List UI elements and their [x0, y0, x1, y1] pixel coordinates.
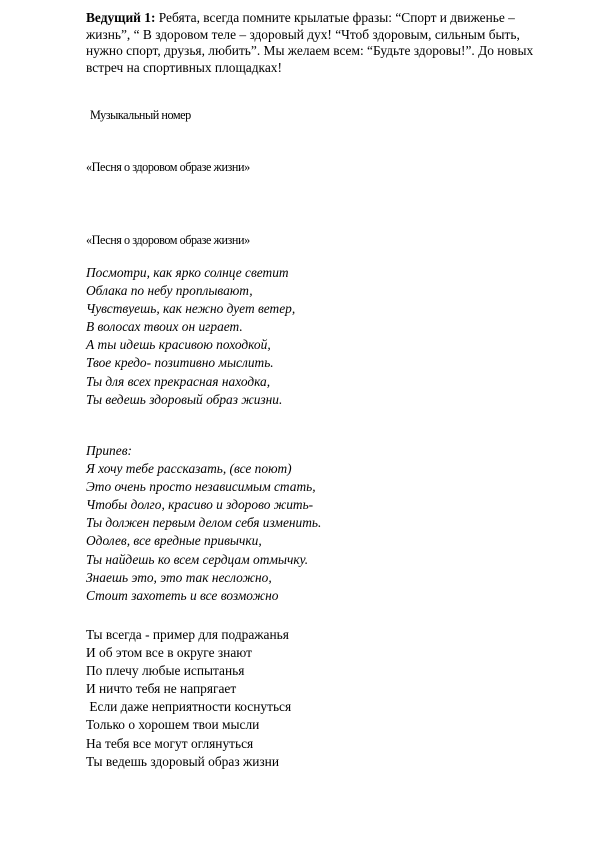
- verse-line: Ты всегда - пример для подражанья: [86, 627, 289, 642]
- chorus-line: Знаешь это, это так несложно,: [86, 569, 272, 585]
- verse-line: В волосах твоих он играет.: [86, 319, 243, 335]
- verse-line: Только о хорошем твои мысли: [86, 717, 260, 733]
- chorus-line: Я хочу тебе рассказать, (все поют): [86, 461, 292, 477]
- verse-line: А ты идешь красивою походкой,: [86, 337, 271, 353]
- verse-line: На тебя все могут оглянуться: [86, 735, 254, 751]
- verse-line: Посмотри, как ярко солнце светит: [86, 265, 289, 280]
- chorus-line: Ты должен первым делом себя изменить.: [86, 515, 322, 531]
- song-title-heading-repeat: «Песня о здоровом образе жизни»: [86, 233, 250, 247]
- verse-line: Облака по небу проплывают,: [86, 283, 253, 299]
- chorus-line: Одолев, все вредные привычки,: [86, 533, 262, 549]
- verse-line: По плечу любые испытанья: [86, 663, 245, 679]
- chorus-label: Припев:: [86, 443, 132, 458]
- chorus: [86, 442, 321, 605]
- chorus-line: Это очень просто независимым стать,: [86, 479, 316, 495]
- verse-line: Ты ведешь здоровый образ жизни.: [86, 391, 283, 407]
- music-number-heading: Музыкальный номер: [90, 108, 191, 122]
- chorus-line: Чтобы долго, красиво и здорово жить-: [86, 497, 314, 513]
- intro-text: Ребята, всегда помните крылатые фразы: “Спорт и движенье – жизнь”, “ В здоровом теле – здоровый дух! “Чтоб здоровым, сильным быть, нужно спорт, друзья, любить”. Мы желаем всем: “Будьте здоровы!”. До новых встреч на спортивных площадках!: [86, 10, 534, 75]
- verse-line: Если даже неприятности коснуться: [86, 699, 292, 715]
- verse-2: [86, 626, 291, 771]
- verse-line: Ты ведешь здоровый образ жизни: [86, 753, 279, 769]
- song-title-heading: «Песня о здоровом образе жизни»: [86, 160, 250, 174]
- speaker-label: Ведущий 1:: [86, 10, 156, 25]
- verse-line: Твое кредо- позитивно мыслить.: [86, 355, 274, 371]
- verse-1: [86, 264, 295, 409]
- verse-line: Ты для всех прекрасная находка,: [86, 373, 271, 389]
- verse-line: И об этом все в округе знают: [86, 645, 252, 661]
- chorus-line: Стоит захотеть и все возможно: [86, 587, 279, 603]
- chorus-line: Ты найдешь ко всем сердцам отмычку.: [86, 551, 309, 567]
- verse-line: Чувствуешь, как нежно дует ветер,: [86, 301, 296, 317]
- verse-line: И ничто тебя не напрягает: [86, 681, 237, 697]
- intro-paragraph: [86, 10, 556, 76]
